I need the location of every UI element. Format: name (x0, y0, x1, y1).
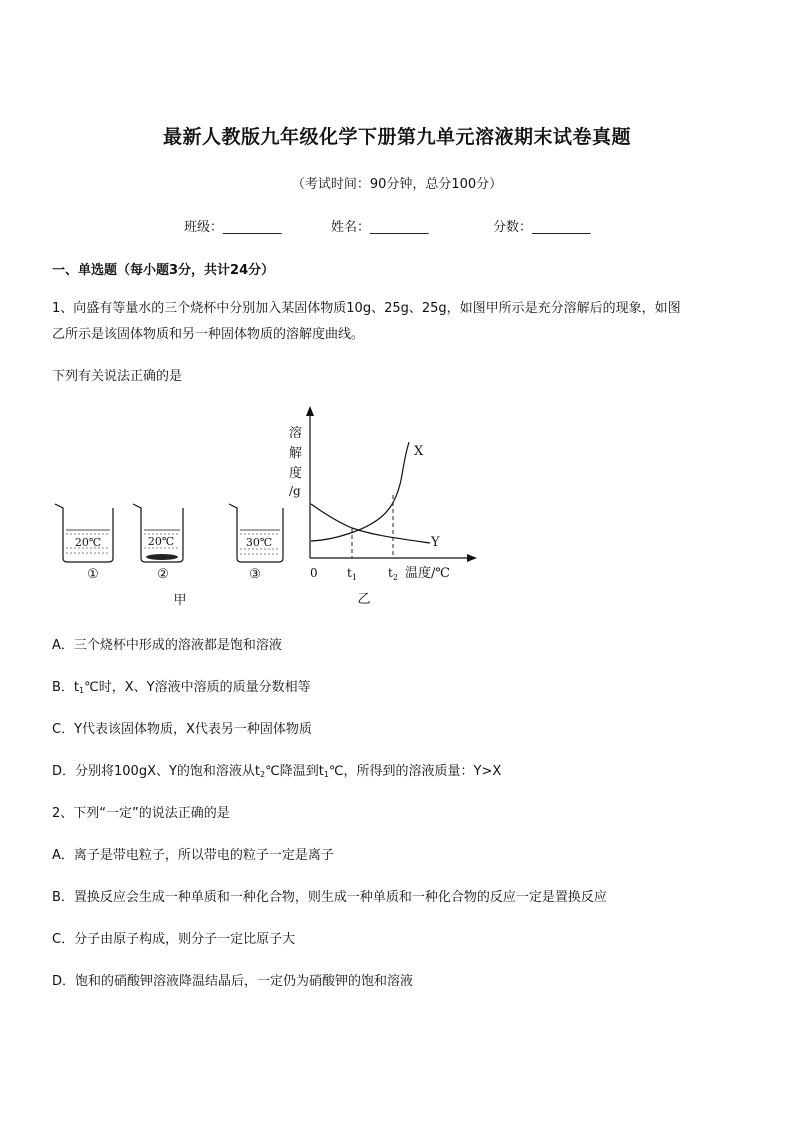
undissolved-solid (146, 554, 178, 560)
curve-x-label: X (414, 444, 424, 459)
q2-option-d: D．饱和的硝酸钾溶液降温结晶后，一定仍为硝酸钾的饱和溶液 (52, 974, 414, 989)
figure-jia-label: 甲 (173, 593, 187, 608)
y-axis-arrow (306, 406, 314, 416)
y-axis-char-2: 解 (289, 446, 303, 461)
score-blank: _________ (532, 220, 591, 235)
class-blank: _________ (223, 220, 282, 235)
class-label: 班级： (184, 220, 224, 235)
beaker-3-label: ③ (249, 567, 261, 582)
t2-label: $t_2$ (388, 566, 398, 582)
beaker-1-label: ① (87, 567, 99, 582)
q2-option-c: C．分子由原子构成，则分子一定比原子大 (52, 932, 296, 947)
beaker-2-temp: 20℃ (147, 535, 175, 548)
q2-option-b: B．置换反应会生成一种单质和一种化合物，则生成一种单质和一种化合物的反应一定是置换反应 (52, 890, 607, 905)
section-heading: 一、单选题（每小题3分，共计24分） (52, 263, 275, 278)
class-field (184, 216, 282, 235)
q1-option-c: C．Y代表该固体物质，X代表另一种固体物质 (52, 722, 312, 737)
curve-x (311, 442, 409, 541)
q1-figure (0, 400, 794, 615)
t1-label: $t_1$ (347, 566, 357, 582)
q2-option-a: A．离子是带电粒子，所以带电的粒子一定是离子 (52, 848, 334, 863)
q1-stem-line2: 乙所示是该固体物质和另一种固体物质的溶解度曲线。 (52, 327, 365, 342)
q1-option-a: A．三个烧杯中形成的溶液都是饱和溶液 (52, 638, 282, 653)
curve-y-label: Y (431, 535, 440, 550)
beaker-2-label: ② (157, 567, 169, 582)
q1-option-d: D．分别将100gX、Y的饱和溶液从$t_2℃$降温到$t_1℃$，所得到的溶液质量：Y>X (52, 764, 502, 779)
name-field (331, 216, 429, 235)
y-axis-char-1: 溶 (289, 426, 303, 441)
y-axis-char-4: /g (289, 484, 301, 498)
beaker-1-temp: 20℃ (74, 536, 102, 549)
beaker-3 (229, 504, 283, 582)
q1-prompt: 下列有关说法正确的是 (52, 369, 183, 384)
score-label: 分数： (493, 220, 533, 235)
figure-yi-label: 乙 (357, 592, 371, 607)
exam-subtitle: （考试时间：90分钟，总分100分） (291, 177, 503, 192)
name-blank: _________ (370, 220, 429, 235)
q1-stem-line1: 1、向盛有等量水的三个烧杯中分别加入某固体物质10g、25g、25g，如图甲所示是充分溶解后的现象，如图 (52, 301, 681, 316)
curve-y (311, 504, 430, 543)
solubility-graph (289, 406, 477, 607)
q2-stem: 2、下列“一定”的说法正确的是 (52, 806, 230, 821)
origin-label: 0 (310, 566, 318, 580)
x-axis-arrow (467, 554, 477, 562)
y-axis-char-3: 度 (289, 466, 303, 481)
q1-option-b: B．$t_1℃$时，X、Y溶液中溶质的质量分数相等 (52, 680, 311, 695)
beaker-1 (55, 504, 113, 582)
name-label: 姓名： (331, 220, 371, 235)
beaker-2 (133, 504, 183, 582)
beaker-3-temp: 30℃ (245, 536, 273, 549)
x-axis-label: 温度/℃ (405, 566, 450, 581)
exam-title: 最新人教版九年级化学下册第九单元溶液期末试卷真题 (162, 126, 631, 148)
score-field (493, 216, 591, 235)
